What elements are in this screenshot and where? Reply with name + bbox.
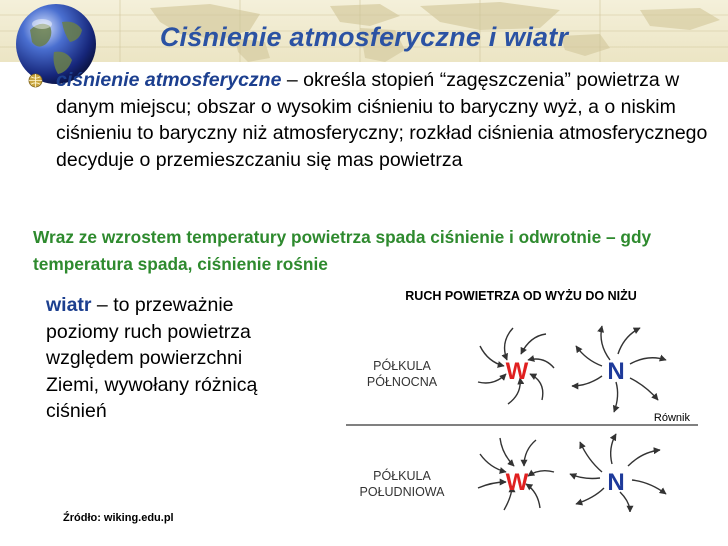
source-caption: Źródło: wiking.edu.pl: [63, 512, 174, 524]
north-label-line2: PÓŁNOCNA: [366, 375, 438, 389]
north-high-letter: N: [607, 358, 625, 385]
south-low-letter: W: [505, 469, 529, 496]
air-movement-diagram: [340, 282, 710, 512]
slide-title: Ciśnienie atmosferyczne i wiatr: [159, 22, 569, 52]
pressure-term: ciśnienie atmosferyczne: [56, 69, 282, 91]
wind-definition: [46, 292, 286, 425]
title-banner: [0, 0, 728, 62]
south-high-letter: N: [607, 469, 625, 496]
pressure-bullet: [28, 67, 718, 173]
pressure-definition: [56, 67, 718, 173]
bullet-globe-icon: [28, 73, 43, 88]
wind-definition-text: – to przeważnie poziomy ruch powietrza względem powierzchni Ziemi, wywołany różnicą ciśnień: [46, 294, 258, 422]
wind-term: wiatr: [46, 294, 92, 316]
north-low-letter: W: [505, 358, 529, 385]
south-hemisphere-label: [360, 468, 446, 499]
north-hemisphere-label: [367, 358, 438, 389]
south-label-line1: PÓŁKULA: [373, 469, 431, 483]
north-label-line1: PÓŁKULA: [373, 359, 431, 373]
diagram-title: RUCH POWIETRZA OD WYŻU DO NIŻU: [405, 289, 637, 303]
south-label-line2: POŁUDNIOWA: [359, 485, 445, 499]
temperature-pressure-note: Wraz ze wzrostem temperatury powietrza spada ciśnienie i odwrotnie – gdy temperatura spada, ciśnienie rośnie: [33, 227, 652, 274]
equator-label: Równik: [653, 412, 690, 424]
pressure-definition-text: – określa stopień “zagęszczenia” powietrza w danym miejscu; obszar o wysokim ciśnieniu to baryczny wyż, a o niskim ciśnieniu to baryczny niż atmosferyczny; rozkład ciśnienia atmosferycznego decyduje o przemieszczaniu się mas powietrza: [56, 69, 708, 171]
